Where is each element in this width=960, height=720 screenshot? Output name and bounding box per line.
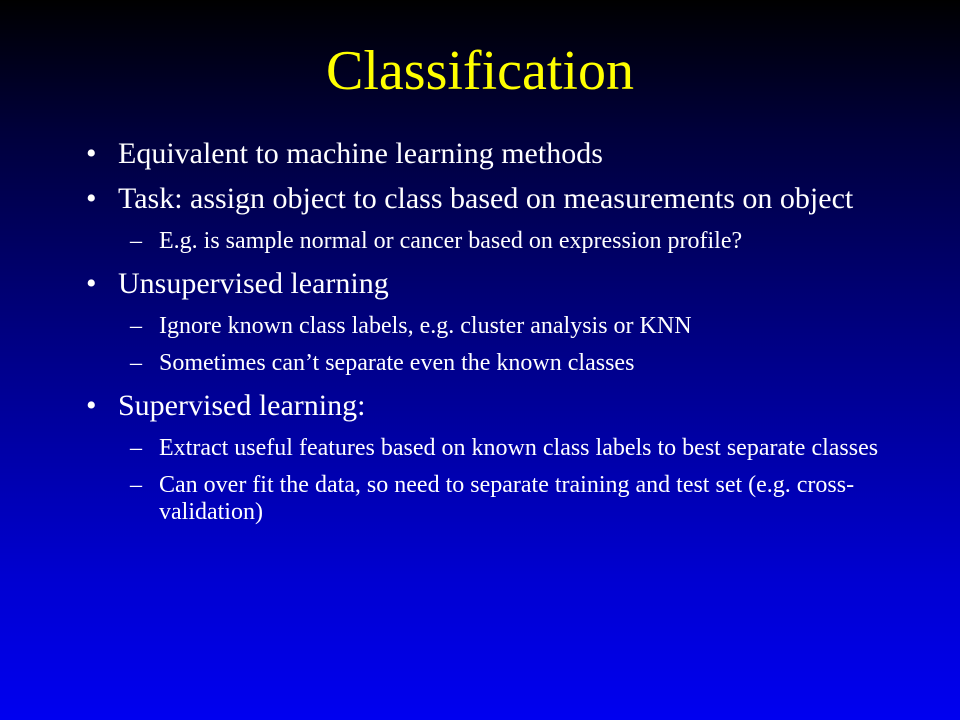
bullet-item [86, 138, 886, 170]
sub-bullet-marker: – [130, 350, 142, 376]
bullet-item [86, 183, 886, 215]
bullet-list [86, 138, 886, 526]
bullet-text: Supervised learning: [118, 389, 366, 422]
sub-bullet-text: Sometimes can’t separate even the known classes [159, 350, 635, 376]
slide-title: Classification [326, 40, 634, 102]
sub-bullet-item [86, 435, 886, 462]
bullet-item [86, 390, 886, 422]
sub-bullet-marker: – [130, 313, 142, 339]
sub-bullet-item [86, 350, 886, 377]
bullet-marker: • [86, 389, 97, 422]
bullet-text: Task: assign object to class based on measurements on object [118, 182, 854, 215]
bullet-item [86, 268, 886, 300]
bullet-marker: • [86, 137, 97, 170]
bullet-text: Equivalent to machine learning methods [118, 137, 603, 170]
bullet-text: Unsupervised learning [118, 267, 389, 300]
sub-bullet-text: Extract useful features based on known class labels to best separate classes [159, 435, 879, 461]
sub-bullet-text: Can over fit the data, so need to separate training and test set (e.g. cross-validation) [159, 472, 855, 525]
sub-bullet-text: E.g. is sample normal or cancer based on expression profile? [159, 228, 743, 254]
sub-bullet-text: Ignore known class labels, e.g. cluster analysis or KNN [159, 313, 692, 339]
bullet-marker: • [86, 182, 97, 215]
sub-bullet-item [86, 228, 886, 255]
bullet-marker: • [86, 267, 97, 300]
sub-bullet-marker: – [130, 472, 142, 498]
sub-bullet-item [86, 472, 886, 526]
sub-bullet-item [86, 313, 886, 340]
sub-bullet-marker: – [130, 228, 142, 254]
sub-bullet-marker: – [130, 435, 142, 461]
